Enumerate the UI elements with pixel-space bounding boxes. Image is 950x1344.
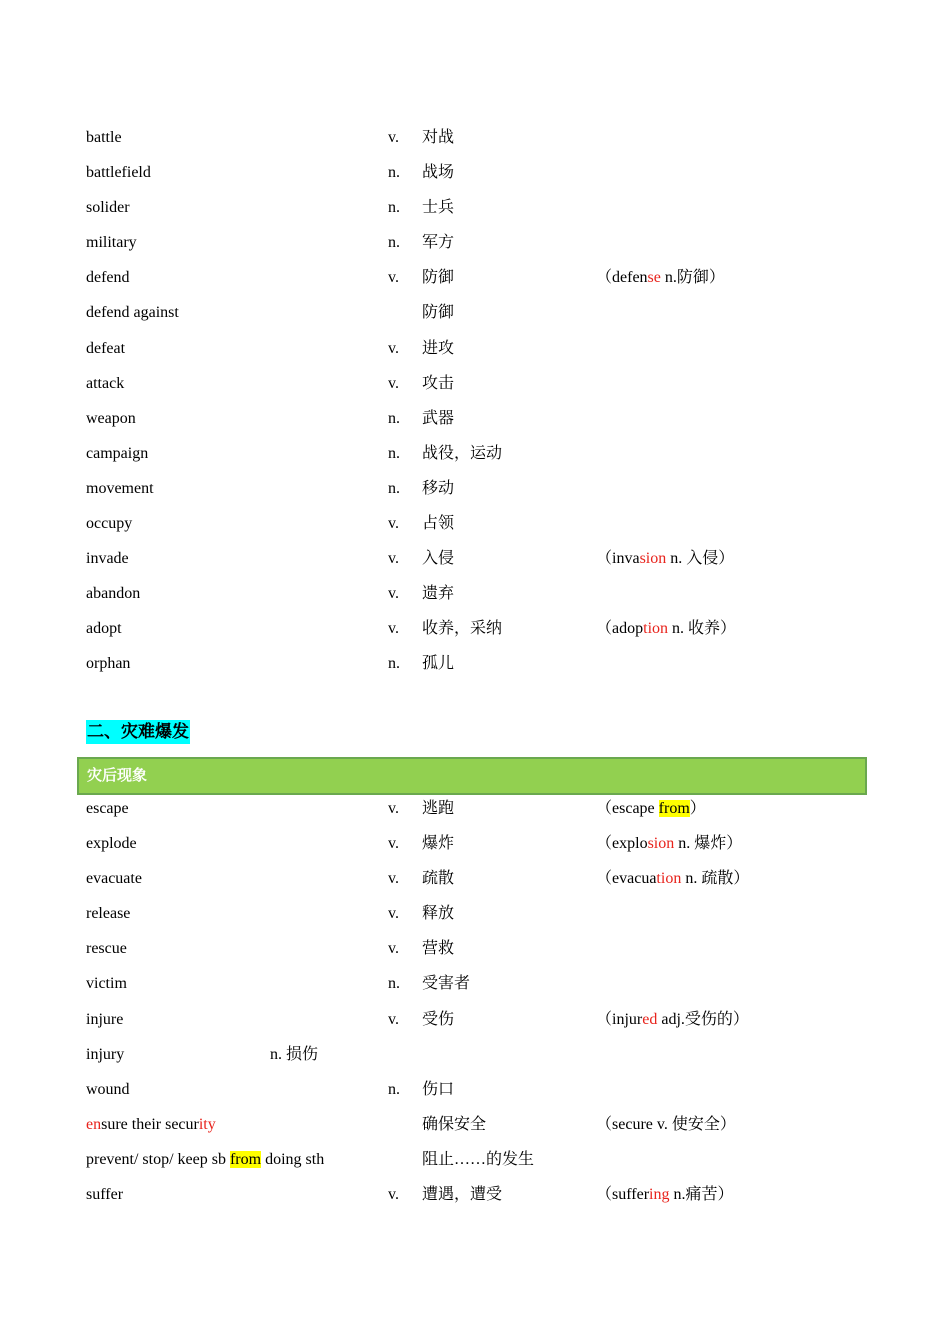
vocab-row <box>86 896 866 931</box>
vocab-row <box>86 1107 866 1142</box>
note-paren: （ <box>596 1010 613 1028</box>
chinese-meaning: 疏散 <box>422 870 455 888</box>
part-of-speech: v. <box>388 905 399 923</box>
phrase-text: prevent/ stop/ keep sb <box>86 1150 230 1168</box>
vocab-row <box>86 260 866 295</box>
note-paren: （ <box>596 620 613 638</box>
vocab-word: release <box>86 905 131 923</box>
chinese-meaning: 士兵 <box>422 199 455 217</box>
part-of-speech: n. <box>388 479 400 497</box>
word-form-note <box>596 826 742 861</box>
note-base: adop <box>612 620 644 638</box>
vocabulary-list-war <box>86 120 866 682</box>
red-prefix: en <box>86 1115 102 1133</box>
part-of-speech: v. <box>388 374 399 392</box>
note-paren: （ <box>596 269 613 287</box>
vocab-word: defend <box>86 269 130 287</box>
vocab-row <box>86 506 866 541</box>
chinese-meaning: 攻击 <box>422 374 455 392</box>
vocab-row <box>86 401 866 436</box>
vocab-row <box>86 576 866 611</box>
vocab-row <box>86 190 866 225</box>
note-rest: adj.受伤的） <box>657 1010 749 1028</box>
part-of-speech: v. <box>388 550 399 568</box>
note-paren: （ <box>596 870 613 888</box>
phrase-text: sure their secur <box>101 1115 199 1133</box>
red-suffix: ing <box>649 1186 670 1204</box>
vocab-word: occupy <box>86 515 133 533</box>
chinese-meaning: 孤儿 <box>422 655 455 673</box>
vocab-word: evacuate <box>86 870 142 888</box>
vocab-word: abandon <box>86 585 141 603</box>
word-form-note <box>596 861 749 896</box>
vocab-row <box>86 295 866 330</box>
part-of-speech: v. <box>388 1010 399 1028</box>
red-suffix: sion <box>647 835 675 853</box>
vocab-row <box>86 1072 866 1107</box>
chinese-meaning: 武器 <box>422 409 455 427</box>
vocab-word: defend against <box>86 304 179 322</box>
part-of-speech: n. <box>388 164 400 182</box>
vocab-row <box>86 471 866 506</box>
chinese-meaning: 进攻 <box>422 339 455 357</box>
note-rest: n.痛苦） <box>669 1186 734 1204</box>
vocab-word: campaign <box>86 444 149 462</box>
vocab-word: weapon <box>86 409 136 427</box>
part-of-speech: v. <box>388 870 399 888</box>
vocab-row <box>86 331 866 366</box>
vocab-word: movement <box>86 479 154 497</box>
chinese-meaning: 遗弃 <box>422 585 455 603</box>
vocab-row <box>86 931 866 966</box>
chinese-meaning: 逃跑 <box>422 800 455 817</box>
note-base: secure v. 使安全） <box>612 1115 736 1133</box>
word-form-note <box>596 1177 734 1212</box>
vocabulary-list-disaster <box>86 791 866 1212</box>
vocab-word: explode <box>86 835 137 853</box>
chinese-meaning: 战场 <box>422 164 455 182</box>
chinese-meaning: 营救 <box>422 940 455 958</box>
word-form-note <box>596 611 736 646</box>
note-base: suffer <box>612 1186 650 1204</box>
vocab-row <box>86 861 866 896</box>
part-of-speech: v. <box>388 585 399 603</box>
part-of-speech: v. <box>388 620 399 638</box>
vocab-inline-meaning: n. 损伤 <box>270 1045 319 1063</box>
note-base: evacua <box>612 870 657 888</box>
vocab-row <box>86 791 866 826</box>
vocab-phrase <box>86 1107 216 1142</box>
red-suffix: tion <box>656 870 682 888</box>
chinese-meaning: 入侵 <box>422 550 455 568</box>
note-base: explo <box>612 835 648 853</box>
part-of-speech: v. <box>388 515 399 533</box>
vocab-row <box>86 225 866 260</box>
note-base: injur <box>612 1010 643 1028</box>
part-of-speech: v. <box>388 1186 399 1204</box>
part-of-speech: n. <box>388 199 400 217</box>
note-base: escape <box>612 800 659 817</box>
vocab-row <box>86 1002 866 1037</box>
chinese-meaning: 防御 <box>422 304 455 322</box>
vocab-word: orphan <box>86 655 131 673</box>
vocab-word: adopt <box>86 620 122 638</box>
vocab-row <box>86 646 866 681</box>
note-base: inva <box>612 550 640 568</box>
red-suffix: ity <box>198 1115 216 1133</box>
vocab-row <box>86 155 866 190</box>
vocab-word: attack <box>86 374 125 392</box>
chinese-meaning: 对战 <box>422 129 455 146</box>
red-suffix: ed <box>642 1010 658 1028</box>
note-rest: n. 疏散） <box>681 870 750 888</box>
note-paren: （ <box>596 550 613 568</box>
red-suffix: tion <box>643 620 669 638</box>
chinese-meaning: 战役，运动 <box>422 444 503 462</box>
chinese-meaning: 释放 <box>422 905 455 923</box>
vocab-word: solider <box>86 199 130 217</box>
category-banner-label: 灾后现象 <box>87 766 148 784</box>
red-suffix: sion <box>639 550 667 568</box>
vocab-phrase <box>86 1142 324 1177</box>
vocab-word: victim <box>86 975 127 993</box>
vocab-row <box>86 826 866 861</box>
word-form-note <box>596 1107 736 1142</box>
vocab-row <box>86 1037 866 1072</box>
chinese-meaning: 收养，采纳 <box>422 620 503 638</box>
vocab-row <box>86 120 866 155</box>
note-paren: （ <box>596 1186 613 1204</box>
phrase-text: doing sth <box>261 1150 325 1168</box>
chinese-meaning: 遭遇，遭受 <box>422 1186 503 1204</box>
part-of-speech: v. <box>388 269 399 287</box>
part-of-speech: n. <box>388 409 400 427</box>
chinese-meaning: 受害者 <box>422 975 471 993</box>
part-of-speech: n. <box>388 1080 400 1098</box>
word-form-note <box>596 260 725 295</box>
chinese-meaning: 军方 <box>422 234 455 252</box>
vocab-word: defeat <box>86 339 126 357</box>
part-of-speech: v. <box>388 129 399 146</box>
vocab-word: battlefield <box>86 164 151 182</box>
highlighted-word: from <box>229 1150 262 1168</box>
note-paren: （ <box>596 800 613 817</box>
part-of-speech: n. <box>388 234 400 252</box>
vocab-row <box>86 1177 866 1212</box>
vocab-row <box>86 366 866 401</box>
vocab-word: wound <box>86 1080 130 1098</box>
chinese-meaning: 防御 <box>422 269 455 287</box>
word-form-note <box>596 541 734 576</box>
note-rest: n.防御） <box>660 269 725 287</box>
note-paren: （ <box>596 1115 613 1133</box>
word-form-note <box>596 1002 749 1037</box>
vocab-word: injury <box>86 1045 125 1063</box>
note-rest: n. 入侵） <box>666 550 735 568</box>
vocab-row <box>86 541 866 576</box>
word-form-note <box>596 791 706 826</box>
note-rest: n. 爆炸） <box>674 835 743 853</box>
chinese-meaning: 占领 <box>422 515 455 533</box>
chinese-meaning: 伤口 <box>422 1080 455 1098</box>
part-of-speech: v. <box>388 835 399 853</box>
chinese-meaning: 确保安全 <box>422 1115 487 1133</box>
red-suffix: se <box>647 269 661 287</box>
vocab-word: suffer <box>86 1186 124 1204</box>
vocab-word: escape <box>86 800 129 817</box>
vocab-row <box>86 966 866 1001</box>
highlighted-word: from <box>658 800 690 817</box>
vocab-word: injure <box>86 1010 124 1028</box>
chinese-meaning: 移动 <box>422 479 455 497</box>
vocab-row <box>86 436 866 471</box>
category-banner <box>77 757 867 795</box>
chinese-meaning: 爆炸 <box>422 835 455 853</box>
note-base: defen <box>612 269 648 287</box>
chinese-meaning: 阻止……的发生 <box>422 1150 535 1168</box>
part-of-speech: v. <box>388 339 399 357</box>
section-title: 二、灾难爆发 <box>87 722 189 742</box>
note-rest: n. 收养） <box>668 620 737 638</box>
part-of-speech: n. <box>388 975 400 993</box>
vocab-word: rescue <box>86 940 127 958</box>
vocab-word: military <box>86 234 137 252</box>
note-rest: ） <box>689 800 706 817</box>
part-of-speech: n. <box>388 444 400 462</box>
vocab-row <box>86 611 866 646</box>
note-paren: （ <box>596 835 613 853</box>
part-of-speech: v. <box>388 800 399 817</box>
part-of-speech: v. <box>388 940 399 958</box>
part-of-speech: n. <box>388 655 400 673</box>
vocab-row <box>86 1142 866 1177</box>
vocab-word: battle <box>86 129 122 146</box>
chinese-meaning: 受伤 <box>422 1010 455 1028</box>
vocab-word: invade <box>86 550 129 568</box>
